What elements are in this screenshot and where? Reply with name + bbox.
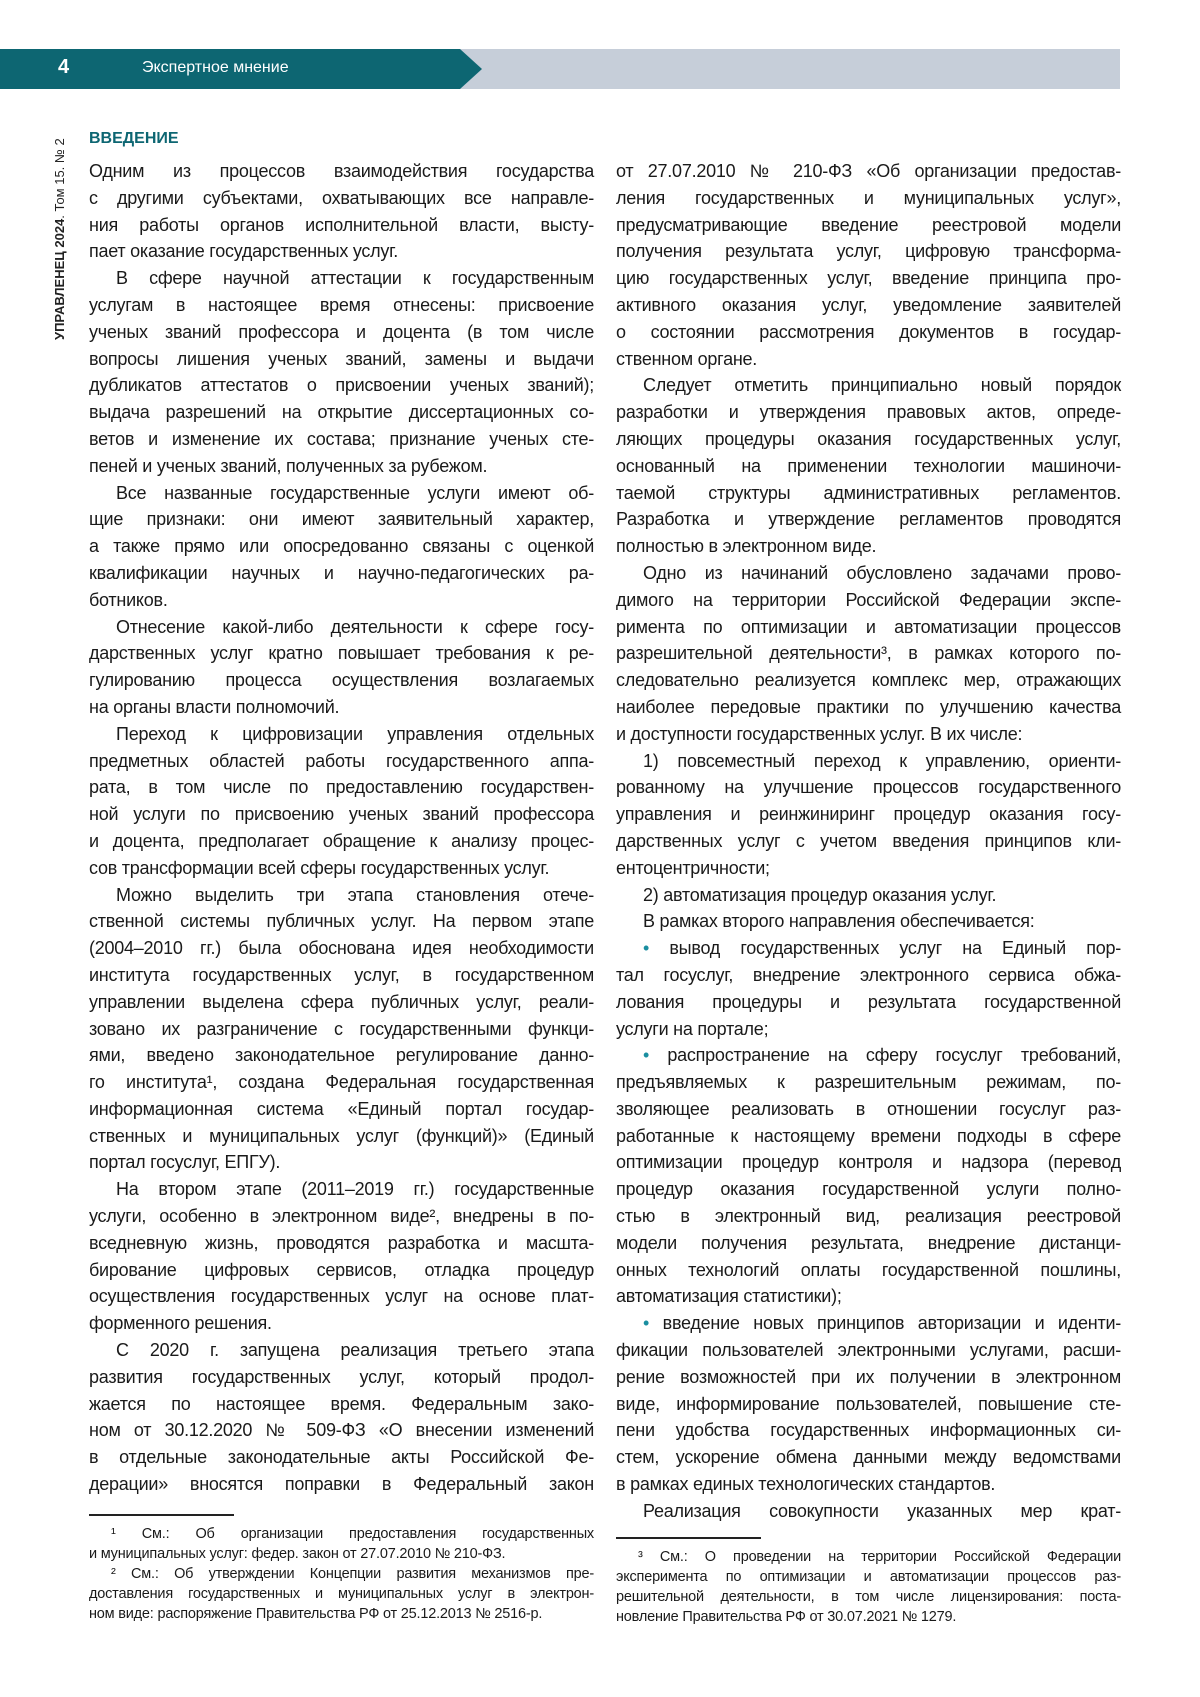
text-line: ном от 30.12.2020 № 509-ФЗ «О внесении изменений — [89, 1417, 594, 1444]
text-line: римента по оптимизации и автоматизации процессов — [616, 614, 1121, 641]
text-line: Реализация совокупности указанных мер крат- — [616, 1498, 1121, 1525]
text-line: ³ См.: О проведении на территории Российской Федерации — [616, 1547, 1121, 1567]
text-line: Следует отметить принципиально новый порядок — [616, 372, 1121, 399]
text-line: в рамках единых технологических стандартов. — [616, 1471, 1121, 1498]
text-line: услугам в настоящее время отнесены: присвоение — [89, 292, 594, 319]
text-line: в отдельные законодательные акты Российской Фе- — [89, 1444, 594, 1471]
text-line: стем, ускорение обмена данными между ведомствами — [616, 1444, 1121, 1471]
text-line: дарственных услуг кратно повышает требования к ре- — [89, 640, 594, 667]
text-line: ботников. — [89, 587, 594, 614]
text-line: дарственных услуг с учетом введения принципов кли- — [616, 828, 1121, 855]
text-line: сов трансформации всей сферы государственных услуг. — [89, 855, 594, 882]
text-line: цию государственных услуг, введение принципа про- — [616, 265, 1121, 292]
text-line: управления и реинжиниринг процедур оказания госу- — [616, 801, 1121, 828]
text-line: выдача разрешений на открытие диссертационных со- — [89, 399, 594, 426]
journal-volume: . Том 15. № 2 — [52, 138, 67, 218]
text-line: таемой структуры административных регламентов. — [616, 480, 1121, 507]
text-line: стью в электронный вид, реализация реестровой — [616, 1203, 1121, 1230]
bullet-item — [616, 1310, 1121, 1498]
paragraph — [616, 560, 1121, 748]
paragraph — [89, 614, 594, 721]
text-line: предъявляемых к разрешительным режимам, по- — [616, 1069, 1121, 1096]
text-line: ¹ См.: Об организации предоставления государственных — [89, 1524, 594, 1544]
text-line: вопросы лишения ученых званий, замены и выдачи — [89, 346, 594, 373]
text-line: фикации пользователей электронными услугами, расши- — [616, 1337, 1121, 1364]
text-line: рованному на улучшение процессов государственного — [616, 774, 1121, 801]
paragraph — [89, 265, 594, 479]
text-line: 2) автоматизация процедур оказания услуг. — [616, 882, 1121, 909]
text-line: онных технологий оплаты государственной пошлины, — [616, 1257, 1121, 1284]
paragraph — [616, 908, 1121, 935]
section-heading: ВВЕДЕНИЕ — [89, 130, 179, 148]
paragraph — [89, 1337, 594, 1498]
text-line: ния работы органов исполнительной власти, высту- — [89, 212, 594, 239]
text-line: пени удобства государственных информационных си- — [616, 1417, 1121, 1444]
text-line: предусматривающие введение реестровой модели — [616, 212, 1121, 239]
text-line: предметных областей работы государственного аппа- — [89, 748, 594, 775]
text-line: и доцента, предполагает обращение к анализу процес- — [89, 828, 594, 855]
text-line: информационная система «Единый портал государ- — [89, 1096, 594, 1123]
footnotes-right — [616, 1547, 1121, 1627]
text-line: основанный на применении технологии машиночи- — [616, 453, 1121, 480]
text-line: а также прямо или опосредованно связаны с оценкой — [89, 533, 594, 560]
text-line: тал госуслуг, внедрение электронного сервиса обжа- — [616, 962, 1121, 989]
text-line: о состоянии рассмотрения документов в государ- — [616, 319, 1121, 346]
text-line: щие признаки: они имеют заявительный характер, — [89, 506, 594, 533]
text-line: вседневную жизнь, проводятся разработка и масшта- — [89, 1230, 594, 1257]
bullet-icon: • — [643, 1045, 667, 1065]
text-line: го института¹, создана Федеральная государственная — [89, 1069, 594, 1096]
text-line: портал госуслуг, ЕПГУ). — [89, 1149, 594, 1176]
text-line: ями, введено законодательное регулирование данно- — [89, 1042, 594, 1069]
text-line: автоматизация статистики); — [616, 1283, 1121, 1310]
paragraph — [616, 158, 1121, 372]
text-line: новление Правительства РФ от 30.07.2021 № 1279. — [616, 1607, 1121, 1627]
text-line: услуги, особенно в электронном виде², внедрены в по- — [89, 1203, 594, 1230]
text-line: Разработка и утверждение регламентов проводятся — [616, 506, 1121, 533]
text-line: Отнесение какой-либо деятельности к сфере госу- — [89, 614, 594, 641]
text-line: Переход к цифровизации управления отдельных — [89, 721, 594, 748]
text-line: зволяющее реализовать в отношении госуслуг раз- — [616, 1096, 1121, 1123]
text-line: модели получения результата, внедрение дистанци- — [616, 1230, 1121, 1257]
bullet-icon: • — [643, 938, 669, 958]
text-line: оптимизации процедур контроля и надзора (перевод — [616, 1149, 1121, 1176]
text-line: квалификации научных и научно-педагогических ра- — [89, 560, 594, 587]
text-line: пеней и ученых званий, полученных за рубежом. — [89, 453, 594, 480]
journal-issue-label — [52, 138, 67, 340]
text-line: полностью в электронном виде. — [616, 533, 1121, 560]
journal-name: УПРАВЛЕНЕЦ 2024 — [52, 219, 67, 340]
text-line: • распространение на сферу госуслуг требований, — [616, 1042, 1121, 1069]
text-line: развития государственных услуг, который продол- — [89, 1364, 594, 1391]
text-line: форменного решения. — [89, 1310, 594, 1337]
text-line: процедур оказания государственной услуги полно- — [616, 1176, 1121, 1203]
text-line: и муниципальных услуг: федер. закон от 27.07.2010 № 210-ФЗ. — [89, 1544, 594, 1564]
text-line: с другими субъектами, охватывающих все направле- — [89, 185, 594, 212]
text-line: эксперимента по оптимизации и автоматизации процессов раз- — [616, 1567, 1121, 1587]
footnote-divider-left — [89, 1514, 234, 1516]
paragraph — [89, 882, 594, 1177]
text-line: ентоцентричности; — [616, 855, 1121, 882]
text-line: ном виде: распоряжение Правительства РФ от 25.12.2013 № 2516-р. — [89, 1604, 594, 1624]
footnote-divider-right — [616, 1537, 761, 1539]
text-line: института государственных услуг, в государственном — [89, 962, 594, 989]
text-line: Одно из начинаний обусловлено задачами прово- — [616, 560, 1121, 587]
text-line: разрешительной деятельности³, в рамках которого по- — [616, 640, 1121, 667]
left-column — [89, 158, 594, 1498]
paragraph — [89, 721, 594, 882]
text-line: получения результата услуг, цифровую трансформа- — [616, 238, 1121, 265]
header-section-tab — [0, 49, 482, 89]
text-line: доставления государственных и муниципальных услуг в электрон- — [89, 1584, 594, 1604]
text-line: На втором этапе (2011–2019 гг.) государственные — [89, 1176, 594, 1203]
text-line: ученых званий профессора и доцента (в том числе — [89, 319, 594, 346]
text-line: дубликатов аттестатов о присвоении ученых званий); — [89, 372, 594, 399]
text-line: от 27.07.2010 № 210-ФЗ «Об организации предостав- — [616, 158, 1121, 185]
paragraph — [89, 1176, 594, 1337]
text-line: • введение новых принципов авторизации и иденти- — [616, 1310, 1121, 1337]
text-line: С 2020 г. запущена реализация третьего этапа — [89, 1337, 594, 1364]
paragraph — [89, 158, 594, 265]
text-line: Можно выделить три этапа становления отече- — [89, 882, 594, 909]
paragraph — [616, 748, 1121, 882]
text-line: управлении выделена сфера публичных услуг, реали- — [89, 989, 594, 1016]
text-line: • вывод государственных услуг на Единый пор- — [616, 935, 1121, 962]
text-line: ственной системы публичных услуг. На первом этапе — [89, 908, 594, 935]
text-line: ления государственных и муниципальных услуг», — [616, 185, 1121, 212]
text-line: лования процедуры и результата государственной — [616, 989, 1121, 1016]
footnote — [89, 1564, 594, 1624]
text-line: ственных и муниципальных услуг (функций)» (Единый — [89, 1123, 594, 1150]
text-line: жается по настоящее время. Федеральным зако- — [89, 1391, 594, 1418]
paragraph — [616, 882, 1121, 909]
paragraph — [616, 372, 1121, 560]
text-line: Одним из процессов взаимодействия государства — [89, 158, 594, 185]
text-line: услуги на портале; — [616, 1016, 1121, 1043]
text-line: ² См.: Об утверждении Концепции развития механизмов пре- — [89, 1564, 594, 1584]
text-line: гулированию процесса осуществления возлагаемых — [89, 667, 594, 694]
text-line: на органы власти полномочий. — [89, 694, 594, 721]
text-line: ной услуги по присвоению ученых званий профессора — [89, 801, 594, 828]
text-line: зовано их разграничение с государственными функци- — [89, 1016, 594, 1043]
text-line: рение возможностей при их получении в электронном — [616, 1364, 1121, 1391]
text-line: пает оказание государственных услуг. — [89, 238, 594, 265]
right-column — [616, 158, 1121, 1525]
bullet-icon: • — [643, 1313, 663, 1333]
text-line: следовательно реализуется комплекс мер, отражающих — [616, 667, 1121, 694]
text-line: виде, информирование пользователей, повышение сте- — [616, 1391, 1121, 1418]
text-line: 1) повсеместный переход к управлению, ориенти- — [616, 748, 1121, 775]
text-line: В рамках второго направления обеспечивается: — [616, 908, 1121, 935]
footnote — [89, 1524, 594, 1564]
text-line: решительной деятельности, в том числе лицензирования: поста- — [616, 1587, 1121, 1607]
text-line: рата, в том числе по предоставлению государствен- — [89, 774, 594, 801]
text-line: и доступности государственных услуг. В их числе: — [616, 721, 1121, 748]
text-line: дерации» вносятся поправки в Федеральный закон — [89, 1471, 594, 1498]
paragraph — [616, 1498, 1121, 1525]
text-line: работанные к настоящему времени подходы в сфере — [616, 1123, 1121, 1150]
text-line: В сфере научной аттестации к государственным — [89, 265, 594, 292]
text-line: активного оказания услуг, уведомление заявителей — [616, 292, 1121, 319]
text-line: ветов и изменение их состава; признание ученых сте- — [89, 426, 594, 453]
text-line: Все названные государственные услуги имеют об- — [89, 480, 594, 507]
footnotes-left — [89, 1524, 594, 1624]
running-header — [0, 49, 1120, 89]
text-line: бирование цифровых сервисов, отладка процедур — [89, 1257, 594, 1284]
text-line: (2004–2010 гг.) была обоснована идея необходимости — [89, 935, 594, 962]
text-line: разработки и утверждения правовых актов, опреде- — [616, 399, 1121, 426]
text-line: ляющих процедуры оказания государственных услуг, — [616, 426, 1121, 453]
section-title: Экспертное мнение — [142, 59, 289, 77]
paragraph — [89, 480, 594, 614]
bullet-item — [616, 935, 1121, 1042]
text-line: димого на территории Российской Федерации экспе- — [616, 587, 1121, 614]
bullet-item — [616, 1042, 1121, 1310]
text-line: ственном органе. — [616, 346, 1121, 373]
text-line: наиболее передовые практики по улучшению качества — [616, 694, 1121, 721]
footnote — [616, 1547, 1121, 1627]
text-line: осуществления государственных услуг на основе плат- — [89, 1283, 594, 1310]
page-number: 4 — [58, 56, 69, 79]
